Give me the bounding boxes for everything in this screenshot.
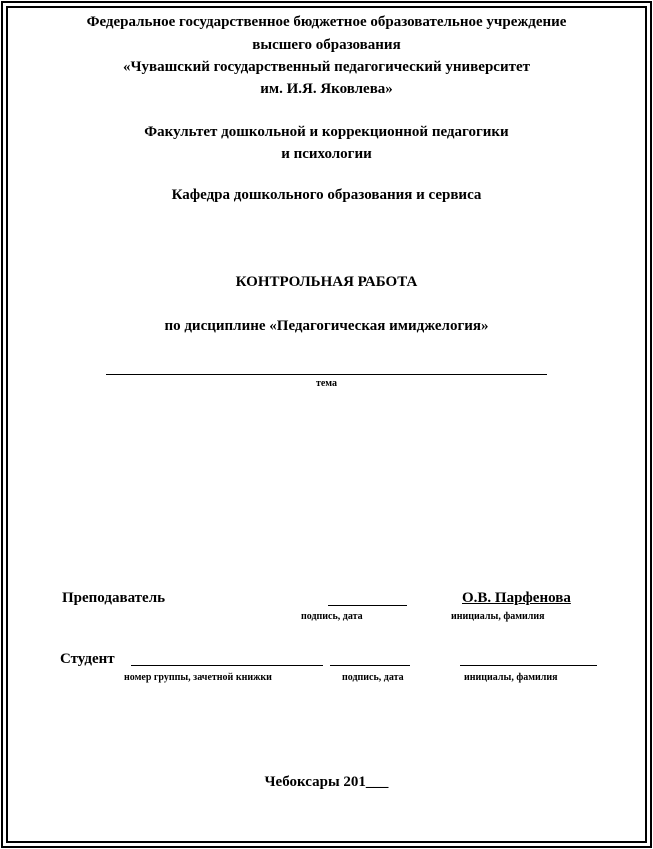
teacher-name-caption: инициалы, фамилия [451, 611, 545, 622]
discipline: по дисциплине «Педагогическая имиджелогия» [164, 318, 489, 334]
topic-caption: тема [315, 378, 338, 389]
faculty-line-2: и психологии [281, 146, 372, 162]
faculty-line-1: Факультет дошкольной и коррекционной педагогики [144, 124, 509, 140]
institution-line-4: им. И.Я. Яковлева» [260, 81, 393, 97]
institution-line-1: Федеральное государственное бюджетное образовательное учреждение [86, 14, 567, 30]
department: Кафедра дошкольного образования и сервиса [171, 187, 482, 203]
teacher-signature-line [328, 605, 407, 606]
teacher-name: О.В. Парфенова [462, 590, 571, 606]
student-name-caption: инициалы, фамилия [464, 672, 558, 683]
teacher-label: Преподаватель [62, 590, 166, 606]
student-signature-line [330, 665, 410, 666]
topic-line [106, 374, 547, 375]
institution-line-3: «Чувашский государственный педагогический университет [123, 59, 530, 75]
work-type-title: КОНТРОЛЬНАЯ РАБОТА [235, 274, 418, 290]
student-label: Студент [60, 651, 115, 667]
institution-line-2: высшего образования [252, 37, 401, 53]
student-name-line [460, 665, 597, 666]
city-year: Чебоксары 201___ [264, 774, 389, 790]
student-signature-caption: подпись, дата [342, 672, 404, 683]
student-group-line [131, 665, 323, 666]
teacher-signature-caption: подпись, дата [301, 611, 363, 622]
student-group-caption: номер группы, зачетной книжки [124, 672, 272, 683]
